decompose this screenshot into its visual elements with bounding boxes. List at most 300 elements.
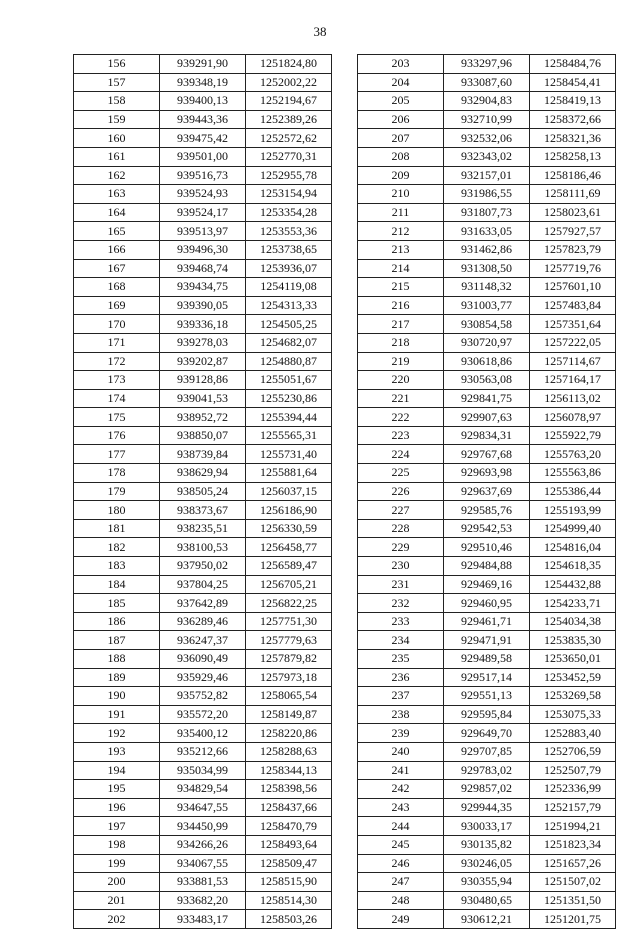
table-row	[358, 147, 616, 166]
point-number-cell: 199	[74, 854, 160, 873]
y-coordinate-cell: 1255051,67	[246, 371, 332, 390]
point-number-cell: 207	[358, 129, 444, 148]
point-number-cell: 190	[74, 687, 160, 706]
table-row	[358, 835, 616, 854]
point-number-cell: 223	[358, 426, 444, 445]
x-coordinate-cell: 935212,66	[160, 742, 246, 761]
table-row	[358, 705, 616, 724]
x-coordinate-cell: 931308,50	[444, 259, 530, 278]
y-coordinate-cell: 1252572,62	[246, 129, 332, 148]
y-coordinate-cell: 1258111,69	[530, 185, 616, 204]
y-coordinate-cell: 1256705,21	[246, 575, 332, 594]
y-coordinate-cell: 1258372,66	[530, 110, 616, 129]
table-row	[358, 278, 616, 297]
point-number-cell: 222	[358, 408, 444, 427]
y-coordinate-cell: 1251824,80	[246, 55, 332, 74]
y-coordinate-cell: 1254999,40	[530, 519, 616, 538]
x-coordinate-cell: 939496,30	[160, 240, 246, 259]
table-row	[358, 742, 616, 761]
x-coordinate-cell: 937642,89	[160, 594, 246, 613]
y-coordinate-cell: 1254816,04	[530, 538, 616, 557]
point-number-cell: 243	[358, 798, 444, 817]
y-coordinate-cell: 1253553,36	[246, 222, 332, 241]
x-coordinate-cell: 939128,86	[160, 371, 246, 390]
table-row	[358, 724, 616, 743]
x-coordinate-cell: 939390,05	[160, 296, 246, 315]
table-row	[74, 129, 332, 148]
x-coordinate-cell: 930563,08	[444, 371, 530, 390]
y-coordinate-cell: 1252507,79	[530, 761, 616, 780]
table-row	[74, 92, 332, 111]
x-coordinate-cell: 939513,97	[160, 222, 246, 241]
table-row	[358, 464, 616, 483]
point-number-cell: 242	[358, 780, 444, 799]
x-coordinate-cell: 937950,02	[160, 557, 246, 576]
y-coordinate-cell: 1258186,46	[530, 166, 616, 185]
y-coordinate-cell: 1252336,99	[530, 780, 616, 799]
table-row	[358, 222, 616, 241]
table-row	[358, 519, 616, 538]
y-coordinate-cell: 1258344,13	[246, 761, 332, 780]
point-number-cell: 173	[74, 371, 160, 390]
y-coordinate-cell: 1254233,71	[530, 594, 616, 613]
table-row	[358, 426, 616, 445]
y-coordinate-cell: 1252955,78	[246, 166, 332, 185]
x-coordinate-cell: 933881,53	[160, 873, 246, 892]
x-coordinate-cell: 933297,96	[444, 55, 530, 74]
y-coordinate-cell: 1253269,58	[530, 687, 616, 706]
x-coordinate-cell: 931462,86	[444, 240, 530, 259]
table-row	[74, 426, 332, 445]
point-number-cell: 181	[74, 519, 160, 538]
x-coordinate-cell: 938373,67	[160, 501, 246, 520]
x-coordinate-cell: 929461,71	[444, 612, 530, 631]
y-coordinate-cell: 1258454,41	[530, 73, 616, 92]
x-coordinate-cell: 936247,37	[160, 631, 246, 650]
point-number-cell: 171	[74, 333, 160, 352]
y-coordinate-cell: 1251994,21	[530, 817, 616, 836]
table-row	[74, 110, 332, 129]
y-coordinate-cell: 1255563,86	[530, 464, 616, 483]
x-coordinate-cell: 931633,05	[444, 222, 530, 241]
table-row	[74, 817, 332, 836]
table-row	[74, 240, 332, 259]
table-row	[74, 408, 332, 427]
x-coordinate-cell: 935752,82	[160, 687, 246, 706]
x-coordinate-cell: 939202,87	[160, 352, 246, 371]
table-row	[74, 873, 332, 892]
table-row	[74, 55, 332, 74]
y-coordinate-cell: 1256330,59	[246, 519, 332, 538]
table-row	[358, 333, 616, 352]
point-number-cell: 193	[74, 742, 160, 761]
table-row	[74, 185, 332, 204]
table-row	[74, 296, 332, 315]
y-coordinate-cell: 1254880,87	[246, 352, 332, 371]
table-row	[74, 891, 332, 910]
table-row	[358, 631, 616, 650]
x-coordinate-cell: 938739,84	[160, 445, 246, 464]
point-number-cell: 177	[74, 445, 160, 464]
table-row	[358, 687, 616, 706]
table-row	[358, 240, 616, 259]
point-number-cell: 195	[74, 780, 160, 799]
y-coordinate-cell: 1255386,44	[530, 482, 616, 501]
x-coordinate-cell: 929767,68	[444, 445, 530, 464]
table-row	[74, 203, 332, 222]
y-coordinate-cell: 1257751,30	[246, 612, 332, 631]
x-coordinate-cell: 929944,35	[444, 798, 530, 817]
table-row	[358, 259, 616, 278]
x-coordinate-cell: 935400,12	[160, 724, 246, 743]
x-coordinate-cell: 929783,02	[444, 761, 530, 780]
x-coordinate-cell: 938629,94	[160, 464, 246, 483]
point-number-cell: 233	[358, 612, 444, 631]
y-coordinate-cell: 1252157,79	[530, 798, 616, 817]
y-coordinate-cell: 1258065,54	[246, 687, 332, 706]
table-row	[74, 538, 332, 557]
x-coordinate-cell: 939475,42	[160, 129, 246, 148]
table-row	[74, 389, 332, 408]
point-number-cell: 228	[358, 519, 444, 538]
table-row	[358, 389, 616, 408]
point-number-cell: 227	[358, 501, 444, 520]
point-number-cell: 201	[74, 891, 160, 910]
y-coordinate-cell: 1257927,57	[530, 222, 616, 241]
table-row	[358, 891, 616, 910]
y-coordinate-cell: 1258288,63	[246, 742, 332, 761]
point-number-cell: 185	[74, 594, 160, 613]
table-row	[358, 129, 616, 148]
y-coordinate-cell: 1258514,30	[246, 891, 332, 910]
point-number-cell: 156	[74, 55, 160, 74]
y-coordinate-cell: 1254034,38	[530, 612, 616, 631]
x-coordinate-cell: 939278,03	[160, 333, 246, 352]
x-coordinate-cell: 929469,16	[444, 575, 530, 594]
y-coordinate-cell: 1255394,44	[246, 408, 332, 427]
x-coordinate-cell: 939524,17	[160, 203, 246, 222]
table-row	[74, 780, 332, 799]
point-number-cell: 198	[74, 835, 160, 854]
x-coordinate-cell: 931807,73	[444, 203, 530, 222]
x-coordinate-cell: 929585,76	[444, 501, 530, 520]
y-coordinate-cell: 1258398,56	[246, 780, 332, 799]
point-number-cell: 186	[74, 612, 160, 631]
table-row	[74, 761, 332, 780]
y-coordinate-cell: 1255565,31	[246, 426, 332, 445]
point-number-cell: 157	[74, 73, 160, 92]
table-row	[74, 315, 332, 334]
y-coordinate-cell: 1258023,61	[530, 203, 616, 222]
x-coordinate-cell: 930135,82	[444, 835, 530, 854]
y-coordinate-cell: 1258437,66	[246, 798, 332, 817]
point-number-cell: 168	[74, 278, 160, 297]
table-row	[358, 501, 616, 520]
table-row	[358, 780, 616, 799]
y-coordinate-cell: 1252389,26	[246, 110, 332, 129]
x-coordinate-cell: 930355,94	[444, 873, 530, 892]
y-coordinate-cell: 1258493,64	[246, 835, 332, 854]
y-coordinate-cell: 1254432,88	[530, 575, 616, 594]
x-coordinate-cell: 929841,75	[444, 389, 530, 408]
y-coordinate-cell: 1256037,15	[246, 482, 332, 501]
x-coordinate-cell: 929542,53	[444, 519, 530, 538]
x-coordinate-cell: 931148,32	[444, 278, 530, 297]
y-coordinate-cell: 1256822,25	[246, 594, 332, 613]
y-coordinate-cell: 1254682,07	[246, 333, 332, 352]
y-coordinate-cell: 1253650,01	[530, 650, 616, 669]
x-coordinate-cell: 934266,26	[160, 835, 246, 854]
table-row	[358, 352, 616, 371]
point-number-cell: 182	[74, 538, 160, 557]
x-coordinate-cell: 933087,60	[444, 73, 530, 92]
x-coordinate-cell: 939443,36	[160, 110, 246, 129]
table-row	[74, 724, 332, 743]
point-number-cell: 162	[74, 166, 160, 185]
table-row	[358, 371, 616, 390]
point-number-cell: 235	[358, 650, 444, 669]
point-number-cell: 241	[358, 761, 444, 780]
y-coordinate-cell: 1258515,90	[246, 873, 332, 892]
point-number-cell: 166	[74, 240, 160, 259]
y-coordinate-cell: 1253936,07	[246, 259, 332, 278]
point-number-cell: 164	[74, 203, 160, 222]
point-number-cell: 211	[358, 203, 444, 222]
y-coordinate-cell: 1251657,26	[530, 854, 616, 873]
y-coordinate-cell: 1255731,40	[246, 445, 332, 464]
y-coordinate-cell: 1252770,31	[246, 147, 332, 166]
x-coordinate-cell: 938100,53	[160, 538, 246, 557]
point-number-cell: 216	[358, 296, 444, 315]
table-row	[358, 594, 616, 613]
point-number-cell: 229	[358, 538, 444, 557]
table-row	[74, 166, 332, 185]
y-coordinate-cell: 1257823,79	[530, 240, 616, 259]
x-coordinate-cell: 939524,93	[160, 185, 246, 204]
point-number-cell: 217	[358, 315, 444, 334]
y-coordinate-cell: 1253154,94	[246, 185, 332, 204]
x-coordinate-cell: 932532,06	[444, 129, 530, 148]
table-row	[358, 482, 616, 501]
point-number-cell: 232	[358, 594, 444, 613]
coordinates-table-left	[73, 54, 332, 929]
point-number-cell: 245	[358, 835, 444, 854]
table-row	[74, 464, 332, 483]
page-number: 38	[313, 24, 327, 39]
y-coordinate-cell: 1254618,35	[530, 557, 616, 576]
x-coordinate-cell: 935572,20	[160, 705, 246, 724]
y-coordinate-cell: 1258484,76	[530, 55, 616, 74]
point-number-cell: 226	[358, 482, 444, 501]
table-row	[358, 315, 616, 334]
x-coordinate-cell: 939348,19	[160, 73, 246, 92]
table-row	[358, 203, 616, 222]
x-coordinate-cell: 937804,25	[160, 575, 246, 594]
x-coordinate-cell: 939501,00	[160, 147, 246, 166]
table-row	[74, 594, 332, 613]
point-number-cell: 249	[358, 910, 444, 929]
x-coordinate-cell: 934067,55	[160, 854, 246, 873]
table-row	[358, 185, 616, 204]
point-number-cell: 221	[358, 389, 444, 408]
point-number-cell: 160	[74, 129, 160, 148]
coordinates-table-right	[357, 54, 616, 929]
y-coordinate-cell: 1252883,40	[530, 724, 616, 743]
table-row	[74, 687, 332, 706]
y-coordinate-cell: 1255230,86	[246, 389, 332, 408]
point-number-cell: 163	[74, 185, 160, 204]
x-coordinate-cell: 930854,58	[444, 315, 530, 334]
point-number-cell: 246	[358, 854, 444, 873]
table-row	[358, 575, 616, 594]
table-row	[74, 222, 332, 241]
table-row	[74, 445, 332, 464]
y-coordinate-cell: 1257973,18	[246, 668, 332, 687]
table-row	[74, 501, 332, 520]
y-coordinate-cell: 1253354,28	[246, 203, 332, 222]
x-coordinate-cell: 932904,83	[444, 92, 530, 111]
y-coordinate-cell: 1257222,05	[530, 333, 616, 352]
table-row	[74, 278, 332, 297]
point-number-cell: 165	[74, 222, 160, 241]
y-coordinate-cell: 1253738,65	[246, 240, 332, 259]
x-coordinate-cell: 938952,72	[160, 408, 246, 427]
point-number-cell: 206	[358, 110, 444, 129]
point-number-cell: 187	[74, 631, 160, 650]
table-row	[74, 854, 332, 873]
x-coordinate-cell: 930033,17	[444, 817, 530, 836]
x-coordinate-cell: 930480,65	[444, 891, 530, 910]
table-row	[74, 742, 332, 761]
point-number-cell: 239	[358, 724, 444, 743]
point-number-cell: 248	[358, 891, 444, 910]
y-coordinate-cell: 1257114,67	[530, 352, 616, 371]
y-coordinate-cell: 1253452,59	[530, 668, 616, 687]
point-number-cell: 236	[358, 668, 444, 687]
point-number-cell: 224	[358, 445, 444, 464]
table-row	[74, 371, 332, 390]
y-coordinate-cell: 1257164,17	[530, 371, 616, 390]
x-coordinate-cell: 929460,95	[444, 594, 530, 613]
x-coordinate-cell: 929471,91	[444, 631, 530, 650]
point-number-cell: 212	[358, 222, 444, 241]
y-coordinate-cell: 1257351,64	[530, 315, 616, 334]
table-row	[74, 668, 332, 687]
x-coordinate-cell: 930618,86	[444, 352, 530, 371]
x-coordinate-cell: 932710,99	[444, 110, 530, 129]
point-number-cell: 204	[358, 73, 444, 92]
point-number-cell: 244	[358, 817, 444, 836]
y-coordinate-cell: 1254313,33	[246, 296, 332, 315]
x-coordinate-cell: 929551,13	[444, 687, 530, 706]
point-number-cell: 218	[358, 333, 444, 352]
point-number-cell: 203	[358, 55, 444, 74]
y-coordinate-cell: 1257601,10	[530, 278, 616, 297]
x-coordinate-cell: 931986,55	[444, 185, 530, 204]
table-row	[74, 910, 332, 929]
point-number-cell: 215	[358, 278, 444, 297]
table-row	[358, 92, 616, 111]
x-coordinate-cell: 938850,07	[160, 426, 246, 445]
x-coordinate-cell: 932343,02	[444, 147, 530, 166]
point-number-cell: 178	[74, 464, 160, 483]
y-coordinate-cell: 1255881,64	[246, 464, 332, 483]
x-coordinate-cell: 933682,20	[160, 891, 246, 910]
y-coordinate-cell: 1256186,90	[246, 501, 332, 520]
point-number-cell: 192	[74, 724, 160, 743]
table-row	[358, 55, 616, 74]
x-coordinate-cell: 934647,55	[160, 798, 246, 817]
table-row	[74, 333, 332, 352]
table-row	[74, 482, 332, 501]
table-row	[74, 147, 332, 166]
point-number-cell: 175	[74, 408, 160, 427]
x-coordinate-cell: 936289,46	[160, 612, 246, 631]
y-coordinate-cell: 1256589,47	[246, 557, 332, 576]
x-coordinate-cell: 939516,73	[160, 166, 246, 185]
table-row	[74, 575, 332, 594]
y-coordinate-cell: 1258509,47	[246, 854, 332, 873]
table-row	[358, 408, 616, 427]
point-number-cell: 161	[74, 147, 160, 166]
y-coordinate-cell: 1251823,34	[530, 835, 616, 854]
x-coordinate-cell: 929510,46	[444, 538, 530, 557]
point-number-cell: 219	[358, 352, 444, 371]
point-number-cell: 184	[74, 575, 160, 594]
table-row	[358, 668, 616, 687]
point-number-cell: 231	[358, 575, 444, 594]
table-row	[358, 650, 616, 669]
table-row	[74, 73, 332, 92]
point-number-cell: 188	[74, 650, 160, 669]
table-row	[74, 631, 332, 650]
x-coordinate-cell: 930246,05	[444, 854, 530, 873]
table-row	[74, 352, 332, 371]
y-coordinate-cell: 1255763,20	[530, 445, 616, 464]
x-coordinate-cell: 933483,17	[160, 910, 246, 929]
y-coordinate-cell: 1253075,33	[530, 705, 616, 724]
point-number-cell: 205	[358, 92, 444, 111]
table-row	[74, 705, 332, 724]
point-number-cell: 183	[74, 557, 160, 576]
y-coordinate-cell: 1257879,82	[246, 650, 332, 669]
x-coordinate-cell: 929693,98	[444, 464, 530, 483]
y-coordinate-cell: 1258470,79	[246, 817, 332, 836]
table-row	[358, 538, 616, 557]
y-coordinate-cell: 1258149,87	[246, 705, 332, 724]
x-coordinate-cell: 939336,18	[160, 315, 246, 334]
x-coordinate-cell: 939291,90	[160, 55, 246, 74]
x-coordinate-cell: 929489,58	[444, 650, 530, 669]
table-row	[358, 854, 616, 873]
point-number-cell: 169	[74, 296, 160, 315]
point-number-cell: 179	[74, 482, 160, 501]
table-row	[74, 835, 332, 854]
x-coordinate-cell: 934450,99	[160, 817, 246, 836]
point-number-cell: 214	[358, 259, 444, 278]
x-coordinate-cell: 930612,21	[444, 910, 530, 929]
point-number-cell: 209	[358, 166, 444, 185]
table-row	[358, 612, 616, 631]
table-row	[358, 557, 616, 576]
x-coordinate-cell: 929707,85	[444, 742, 530, 761]
point-number-cell: 230	[358, 557, 444, 576]
y-coordinate-cell: 1257779,63	[246, 631, 332, 650]
x-coordinate-cell: 939434,75	[160, 278, 246, 297]
y-coordinate-cell: 1252002,22	[246, 73, 332, 92]
point-number-cell: 189	[74, 668, 160, 687]
point-number-cell: 200	[74, 873, 160, 892]
